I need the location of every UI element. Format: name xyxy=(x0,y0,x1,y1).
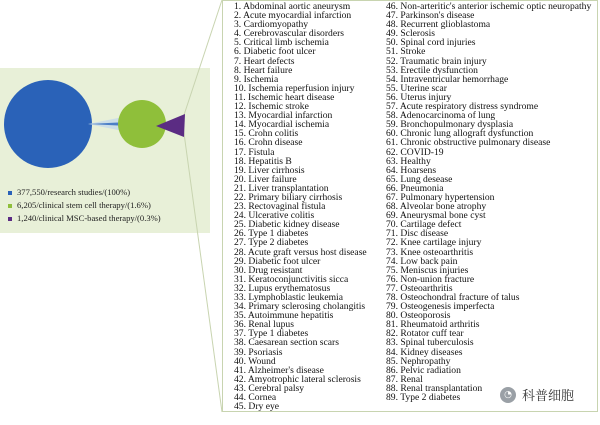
disease-list-item: 78. Osteochondral fracture of talus xyxy=(386,292,520,303)
disease-list-item: 22. Primary biliary cirrhosis xyxy=(234,191,343,203)
disease-list-item: 77. Osteoarthritis xyxy=(386,282,453,294)
disease-list-item: 16. Crohn disease xyxy=(234,137,303,149)
disease-list-item: 69. Aneurysmal bone cyst xyxy=(386,210,486,222)
disease-list-item: 84. Kidney diseases xyxy=(386,346,463,358)
disease-list-item: 55. Uterine scar xyxy=(386,82,448,94)
stem-cell-therapy-circle xyxy=(118,100,166,148)
disease-list-item: 14. Myocardial ischemia xyxy=(234,119,330,131)
disease-list-item: 31. Keratoconjunctivitis sicca xyxy=(234,273,349,285)
disease-list-item: 71. Disc disease xyxy=(386,228,449,240)
disease-list-item: 61. Chronic obstructive pulmonary disease xyxy=(386,137,551,149)
disease-list-item: 35. Autoimmune hepatitis xyxy=(234,310,334,322)
disease-list-item: 51. Stroke xyxy=(386,46,426,58)
disease-list-item: 6. Diabetic foot ulcer xyxy=(234,46,316,58)
disease-list-item: 12. Ischemic stroke xyxy=(234,101,309,113)
legend-swatch-green xyxy=(8,204,12,208)
disease-list-item: 17. Fistula xyxy=(234,146,275,158)
disease-list-item: 11. Ischemic heart disease xyxy=(234,91,335,103)
legend-item xyxy=(8,212,161,225)
disease-list-item: 80. Osteoporosis xyxy=(386,310,451,322)
disease-list-item: 65. Lung desease xyxy=(386,173,453,185)
disease-list-item: 56. Uterus injury xyxy=(386,91,452,103)
disease-list-item: 24. Ulcerative colitis xyxy=(234,210,315,222)
watermark-text: 科普细胞 xyxy=(522,389,575,404)
legend-label: 6,205/clinical stem cell therapy/(1.6%) xyxy=(17,200,151,210)
legend-label: 377,550/research studies/(100%) xyxy=(17,187,131,197)
disease-list-item: 52. Traumatic brain injury xyxy=(386,55,487,67)
disease-list-item: 15. Crohn colitis xyxy=(234,128,299,140)
disease-list-item: 63. Healthy xyxy=(386,155,431,167)
disease-list-item: 68. Alveolar bone atrophy xyxy=(386,201,487,213)
disease-list-item: 64. Hoarsens xyxy=(386,164,437,176)
disease-list-item: 59. Bronchopulmonary dysplasia xyxy=(386,119,514,131)
disease-list-item: 47. Parkinson's disease xyxy=(386,10,475,22)
disease-list-item: 48. Recurrent glioblastoma xyxy=(386,19,491,31)
disease-list-item: 29. Diabetic foot ulcer xyxy=(234,255,321,267)
legend-swatch-purple xyxy=(8,217,12,221)
disease-list-item: 57. Acute respiratory distress syndrome xyxy=(386,101,539,113)
disease-list-item: 44. Cornea xyxy=(234,392,277,404)
disease-list-item: 88. Renal transplantation xyxy=(386,382,483,394)
disease-list-item: 73. Knee osteoarthritis xyxy=(386,246,474,258)
disease-list-left xyxy=(234,2,367,411)
disease-list-item: 49. Sclerosis xyxy=(386,28,436,40)
research-studies-circle xyxy=(4,80,92,168)
disease-list-item: 4. Cerebrovascular disorders xyxy=(234,28,345,40)
disease-list-item: 28. Acute graft versus host disease xyxy=(234,246,367,258)
disease-list-item: 8. Heart failure xyxy=(234,64,293,76)
disease-list-item: 25. Diabetic kidney disease xyxy=(234,219,340,231)
disease-list-item: 81. Rheumatoid arthritis xyxy=(386,319,480,331)
disease-list-item: 74. Low back pain xyxy=(386,255,458,267)
disease-list-item: 37. Type 1 diabetes xyxy=(234,328,309,340)
disease-list-item: 10. Ischemia reperfusion injury xyxy=(234,82,355,94)
disease-list-item: 70. Cartilage defect xyxy=(386,219,462,231)
disease-list-item: 60. Chronic lung allograft dysfunction xyxy=(386,128,534,140)
disease-list-item: 67. Pulmonary hypertension xyxy=(386,191,495,203)
disease-list-item: 36. Renal lupus xyxy=(234,319,294,331)
disease-list-item: 33. Lymphoblastic leukemia xyxy=(234,292,343,303)
disease-list-item: 50. Spinal cord injuries xyxy=(386,37,476,49)
disease-list-item: 20. Liver failure xyxy=(234,173,297,185)
disease-list-item: 75. Meniscus injuries xyxy=(386,264,469,276)
legend-label: 1,240/clinical MSC-based therapy/(0.3%) xyxy=(17,213,161,223)
disease-list-item: 13. Myocardial infarction xyxy=(234,110,333,122)
disease-list-item: 45. Dry eye xyxy=(234,401,280,413)
legend-item xyxy=(8,199,161,212)
connector-line-top xyxy=(183,0,222,118)
watermark xyxy=(500,385,574,404)
wechat-icon: ◔ xyxy=(500,387,516,403)
disease-list-item: 62. COVID-19 xyxy=(386,146,444,158)
disease-list-item: 38. Caesarean section scars xyxy=(234,337,339,349)
disease-list-item: 79. Osteogenesis imperfecta xyxy=(386,301,495,313)
disease-list-item: 34. Primary sclerosing cholangitis xyxy=(234,301,366,313)
disease-list-item: 5. Critical limb ischemia xyxy=(234,37,329,49)
legend xyxy=(8,186,161,225)
legend-swatch-blue xyxy=(8,191,12,195)
disease-list-right xyxy=(386,2,591,402)
disease-list-item: 76. Non-union fracture xyxy=(386,273,475,285)
disease-list-item: 53. Erectile dysfunction xyxy=(386,64,478,76)
disease-list-item: 21. Liver transplantation xyxy=(234,182,329,194)
disease-list-item: 41. Alzheimer's disease xyxy=(234,364,324,376)
disease-list-item: 43. Cerebral palsy xyxy=(234,382,305,394)
disease-list-item: 54. Intraventricular hemorrhage xyxy=(386,73,509,85)
disease-list-item: 87. Renal xyxy=(386,373,423,385)
disease-list-item: 27. Type 2 diabetes xyxy=(234,237,309,249)
disease-list-item: 18. Hepatitis B xyxy=(234,155,292,167)
disease-list-item: 3. Cardiomyopathy xyxy=(234,19,309,31)
disease-list-item: 58. Adenocarcinoma of lung xyxy=(386,110,496,122)
connector-line-bottom xyxy=(183,126,222,412)
disease-list-item: 23. Rectovaginal fistula xyxy=(234,201,326,213)
disease-list-item: 89. Type 2 diabetes xyxy=(386,392,461,404)
disease-list-item: 86. Pelvic radiation xyxy=(386,364,461,376)
disease-list-item: 82. Rotator cuff tear xyxy=(386,328,464,340)
disease-list-item: 9. Ischemia xyxy=(234,73,279,85)
disease-list-item: 66. Pneumonia xyxy=(386,182,444,194)
legend-item xyxy=(8,186,161,199)
disease-list-item: 42. Amyotrophic lateral sclerosis xyxy=(234,373,361,385)
disease-list-item: 19. Liver cirrhosis xyxy=(234,164,305,176)
disease-list-item: 83. Spinal tuberculosis xyxy=(386,337,474,349)
disease-list-item: 1. Abdominal aortic aneurysm xyxy=(234,1,351,12)
disease-list-item: 46. Non-arteritic's anterior ischemic optic neuropathy xyxy=(386,1,592,12)
disease-list-item: 39. Psoriasis xyxy=(234,346,283,358)
disease-list-item: 7. Heart defects xyxy=(234,55,295,67)
disease-list-item: 85. Nephropathy xyxy=(386,355,451,367)
disease-list-item: 2. Acute myocardial infarction xyxy=(234,10,352,22)
disease-list-item: 30. Drug resistant xyxy=(234,264,303,276)
disease-list-item: 26. Type 1 diabetes xyxy=(234,228,309,240)
disease-list-item: 72. Knee cartilage injury xyxy=(386,237,482,249)
disease-list-item: 32. Lupus erythematosus xyxy=(234,282,331,294)
disease-list-item: 40. Wound xyxy=(234,355,276,367)
